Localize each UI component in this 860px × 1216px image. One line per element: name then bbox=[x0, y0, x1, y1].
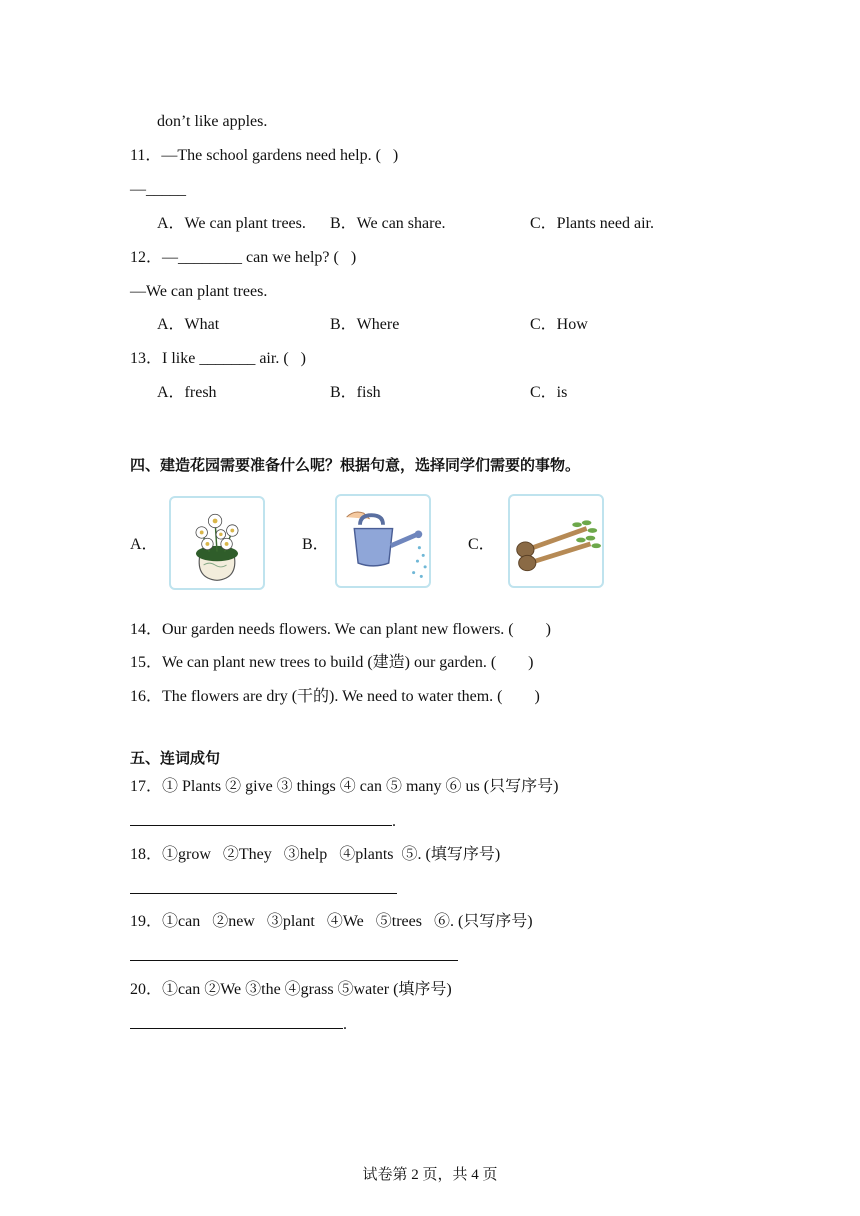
page-footer: 试卷第 2 页，共 4 页 bbox=[362, 1167, 498, 1183]
q13-option-c: C．is bbox=[530, 384, 568, 401]
section-5-heading: 五、连词成句 bbox=[130, 749, 221, 767]
watering-can-icon bbox=[337, 496, 429, 586]
question-15: 15．We can plant new trees to build (建造) our garden. ( ) bbox=[130, 654, 534, 671]
question-11-answer-blank: —_____ bbox=[130, 181, 186, 198]
question-20: 20．①can ②We ③the ④grass ⑤water (填序号) bbox=[130, 981, 452, 998]
section-4-heading: 四、建造花园需要准备什么呢？根据句意，选择同学们需要的事物。 bbox=[130, 456, 581, 474]
picture-option-a-label: A． bbox=[130, 536, 158, 553]
answer-blank[interactable] bbox=[130, 811, 392, 826]
line-dont-like-apples: don’t like apples. bbox=[157, 113, 268, 130]
question-13: 13．I like _______ air. ( ) bbox=[130, 350, 306, 367]
q12-option-a: A．What bbox=[157, 316, 220, 333]
question-18-answer-line[interactable] bbox=[130, 879, 397, 900]
period: . bbox=[343, 1016, 347, 1033]
question-17-answer-line[interactable] bbox=[130, 811, 396, 832]
tree-saplings-icon bbox=[510, 496, 602, 586]
q11-option-b: B．We can share. bbox=[330, 215, 446, 232]
question-20-answer-line[interactable] bbox=[130, 1014, 347, 1035]
q11-option-c: C．Plants need air. bbox=[530, 215, 654, 232]
q12-option-b: B．Where bbox=[330, 316, 400, 333]
question-12: 12．—________ can we help? ( ) bbox=[130, 249, 357, 266]
question-19: 19．①can ②new ③plant ④We ⑤trees ⑥. (只写序号) bbox=[130, 913, 533, 930]
question-18: 18．①grow ②They ③help ④plants ⑤. (填写序号) bbox=[130, 846, 501, 863]
question-12-answer: —We can plant trees. bbox=[130, 283, 268, 300]
picture-option-b-label: B． bbox=[302, 536, 329, 553]
question-11: 11．—The school gardens need help. ( ) bbox=[130, 147, 399, 164]
picture-option-c-label: C． bbox=[468, 536, 495, 553]
picture-option-b bbox=[335, 494, 431, 588]
q13-option-b: B．fish bbox=[330, 384, 381, 401]
picture-option-c bbox=[508, 494, 604, 588]
question-16: 16．The flowers are dry (干的). We need to water them. ( ) bbox=[130, 688, 540, 705]
answer-blank[interactable] bbox=[130, 1014, 343, 1029]
potted-flowers-icon bbox=[171, 498, 263, 588]
question-14: 14．Our garden needs flowers. We can plant new flowers. ( ) bbox=[130, 621, 551, 638]
q11-option-a: A．We can plant trees. bbox=[157, 215, 306, 232]
q12-option-c: C．How bbox=[530, 316, 588, 333]
question-19-answer-line[interactable] bbox=[130, 946, 458, 967]
period: . bbox=[392, 813, 396, 830]
question-17: 17．① Plants ② give ③ things ④ can ⑤ many ⑥ us (只写序号) bbox=[130, 778, 559, 795]
picture-option-a bbox=[169, 496, 265, 590]
q13-option-a: A．fresh bbox=[157, 384, 217, 401]
answer-blank[interactable] bbox=[130, 879, 397, 894]
answer-blank[interactable] bbox=[130, 946, 458, 961]
